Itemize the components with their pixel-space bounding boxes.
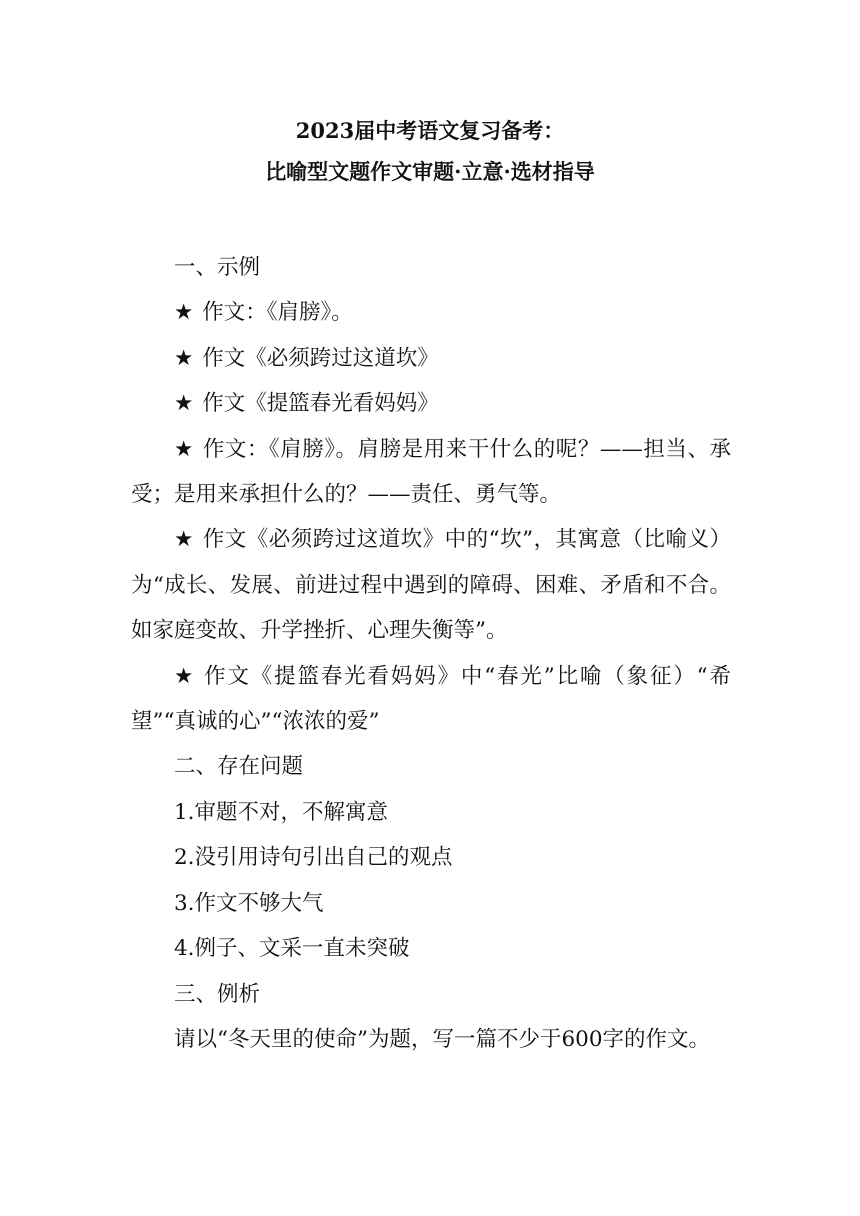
document-body [131,245,731,1062]
problem-item-4: 4.例子、文采一直未突破 [174,936,410,962]
section-heading-problems: 二、存在问题 [174,754,304,780]
example-paragraph-1-text: 作文：《肩膀》。肩膀是用来干什么的呢？——担当、承受；是用来承担什么的？——责任、勇气等。 [131,436,731,508]
star-icon: ★ [174,300,194,326]
document-title-line2: 比喻型文题作文审题·立意·选材指导 [265,159,595,184]
example-paragraph-2-text: 作文《必须跨过这道坎》中的“坎”，其寓意（比喻义）为“成长、发展、前进过程中遇到的障碍、困难、矛盾和不合。如家庭变故、升学挫折、心理失衡等”。 [131,527,731,644]
example-item-2-text: 作文《必须跨过这道坎》 [202,345,439,371]
document-title-line1: 2023届中考语文复习备考： [295,118,565,143]
example-item-3 [131,381,731,426]
star-icon: ★ [174,527,194,553]
problem-item-3: 3.作文不够大气 [174,890,324,916]
problem-item-2: 2.没引用诗句引出自己的观点 [174,845,453,871]
example-item-3-text: 作文《提篮春光看妈妈》 [202,391,439,417]
example-paragraph-3 [131,654,731,745]
example-paragraph-2 [131,517,731,653]
star-icon: ★ [174,391,194,417]
analysis-prompt: 请以“冬天里的使命”为题，写一篇不少于600字的作文。 [174,1026,711,1052]
section-heading-analysis: 三、例析 [174,981,261,1007]
star-icon: ★ [174,436,194,462]
section-heading-examples: 一、示例 [174,255,261,280]
star-icon: ★ [174,663,196,689]
example-paragraph-3-text: 作文《提篮春光看妈妈》中“春光”比喻（象征）“希望”“真诚的心”“浓浓的爱” [131,663,731,735]
example-item-1-text: 作文：《肩膀》。 [202,300,353,326]
example-paragraph-1 [131,427,731,518]
star-icon: ★ [174,345,194,371]
example-item-2 [131,336,731,381]
example-item-1 [131,290,731,335]
problem-item-1: 1.审题不对，不解寓意 [174,799,389,825]
